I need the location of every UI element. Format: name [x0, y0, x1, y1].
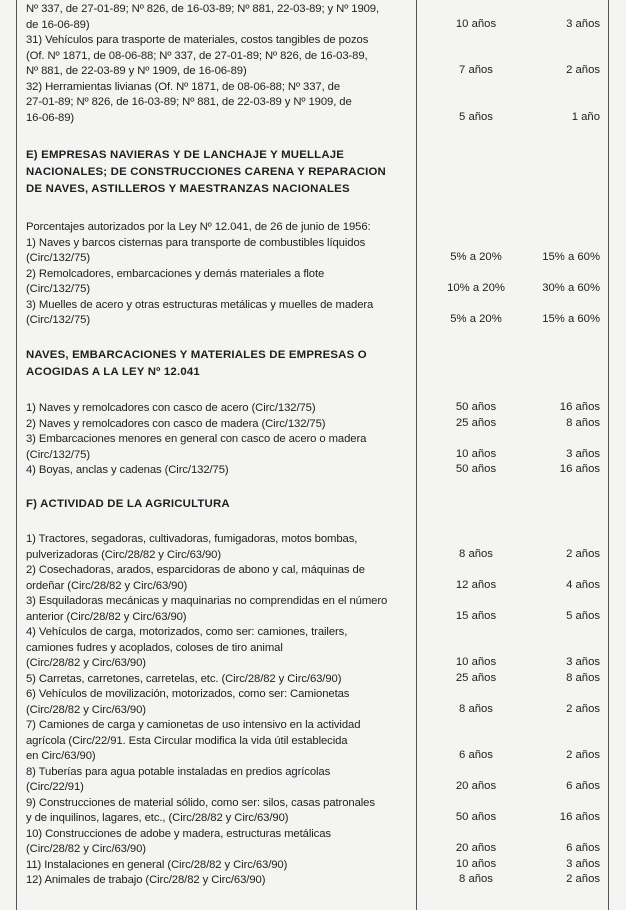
item-description [26, 796, 416, 827]
item-description [26, 532, 416, 563]
description-line: (Circ/132/75) [26, 314, 90, 326]
useful-life-accelerated: 16 años [559, 463, 600, 475]
item-description [26, 33, 416, 80]
useful-life-accelerated: 3 años [566, 17, 600, 30]
item-description [26, 298, 416, 329]
useful-life-accelerated: 2 años [566, 702, 600, 715]
useful-life-accelerated: 5 años [566, 609, 600, 622]
useful-life-normal: 10% a 20% [447, 282, 505, 294]
description-line: 2) Naves y remolcadores con casco de madera (Circ/132/75) [26, 417, 326, 430]
useful-life-accelerated: 15% a 60% [542, 313, 600, 325]
useful-life-normal: 5 años [459, 110, 493, 123]
description-line: y de inquilinos, lagares, etc., (Circ/28/82 y Circ/63/90) [26, 812, 289, 824]
useful-life-accelerated: 15% a 60% [542, 251, 600, 263]
useful-life-normal: 20 años [455, 842, 497, 854]
item-description [26, 267, 416, 298]
useful-life-normal: 10 años [455, 857, 497, 870]
description-line: 3) Esquiladoras mecánicas y maquinarias no comprendidas en el número [26, 595, 388, 607]
useful-life-normal: 20 años [455, 780, 497, 792]
description-line: 4) Vehículos de carga, motorizados, como ser: camiones, trailers, [26, 626, 348, 638]
table-border-right [608, 0, 609, 910]
description-line: 10) Construcciones de adobe y madera, estructuras metálicas [26, 827, 331, 840]
description-line: 6) Vehículos de movilización, motorizados, como ser: Camionetas [26, 688, 350, 700]
description-line: (Of. Nº 1871, de 08-06-88; Nº 337, de 27-01-89; Nº 826, de 16-03-89, [26, 49, 368, 62]
description-line: 3) Embarcaciones menores en general con casco de acero o madera [26, 433, 367, 445]
item-description [26, 80, 416, 127]
section-title-line: DE NAVES, ASTILLEROS Y MAESTRANZAS NACIONALES [26, 183, 350, 195]
useful-life-normal: 7 años [459, 64, 493, 76]
description-line: 2) Cosechadoras, arados, esparcidoras de abono y cal, máquinas de [26, 564, 365, 576]
item-description [26, 625, 416, 672]
description-line: 12) Animales de trabajo (Circ/28/82 y Circ/63/90) [26, 874, 266, 886]
useful-life-accelerated: 6 años [566, 780, 600, 792]
useful-life-accelerated: 3 años [566, 857, 600, 870]
useful-life-normal: 50 años [455, 463, 497, 475]
description-line: Nº 337, de 27-01-89; Nº 826, de 16-03-89; Nº 881, 22-03-89; y Nº 1909, [26, 3, 380, 15]
useful-life-normal: 5% a 20% [450, 251, 502, 263]
useful-life-accelerated: 16 años [559, 401, 600, 413]
description-line: camiones fudres y acoplados, coloses de tiro animal [26, 641, 283, 654]
useful-life-accelerated: 2 años [566, 64, 600, 76]
description-line: anterior (Circ/28/82 y Circ/63/90) [26, 610, 187, 623]
useful-life-accelerated: 6 años [566, 842, 600, 854]
section-title-line: E) EMPRESAS NAVIERAS Y DE LANCHAJE Y MUELLAJE [26, 149, 345, 161]
description-line: Nº 881, de 22-03-89 y Nº 1909, de 16-06-89) [26, 65, 247, 77]
description-line: (Circ/28/82 y Circ/63/90) [26, 657, 146, 669]
description-line: (Circ/132/75) [26, 283, 90, 295]
description-line: 11) Instalaciones en general (Circ/28/82 y Circ/63/90) [26, 858, 288, 871]
item-description [26, 463, 416, 479]
item-description [26, 563, 416, 594]
useful-life-normal: 8 años [459, 547, 493, 560]
description-line: 32) Herramientas livianas (Of. Nº 1871, de 08-06-88; Nº 337, de [26, 80, 341, 93]
description-line: 1) Naves y barcos cisternas para transporte de combustibles líquidos [26, 236, 366, 249]
description-line: 2) Remolcadores, embarcaciones y demás materiales a flote [26, 267, 325, 280]
description-line: en Circ/63/90) [26, 750, 96, 762]
useful-life-accelerated: 3 años [566, 656, 600, 668]
description-line: 8) Tuberías para agua potable instaladas en predios agrícolas [26, 765, 331, 778]
useful-life-accelerated: 3 años [566, 447, 600, 460]
useful-life-normal: 10 años [455, 656, 497, 668]
useful-life-normal: 50 años [455, 401, 497, 413]
description-line: agrícola (Circ/22/91. Esta Circular modifica la vida útil establecida [26, 734, 348, 747]
useful-life-accelerated: 1 año [571, 110, 600, 123]
section-title [26, 496, 416, 513]
description-line: 1) Naves y remolcadores con casco de acero (Circ/132/75) [26, 402, 316, 414]
useful-life-normal: 10 años [455, 17, 497, 30]
item-description [26, 687, 416, 718]
description-line: 1) Tractores, segadoras, cultivadoras, fumigadoras, motos bombas, [26, 533, 358, 545]
description-line: (Circ/132/75) [26, 252, 90, 264]
description-line: 7) Camiones de carga y camionetas de uso intensivo en la actividad [26, 719, 361, 731]
useful-life-normal: 8 años [459, 873, 493, 885]
item-description [26, 765, 416, 796]
description-line: 27-01-89; Nº 826, de 16-03-89; Nº 881, de 22-03-89 y Nº 1909, de [26, 96, 352, 108]
useful-life-normal: 8 años [459, 702, 493, 715]
description-line: ordeñar (Circ/28/82 y Circ/63/90) [26, 579, 188, 592]
item-description [26, 594, 416, 625]
item-description [26, 718, 416, 765]
item-description [26, 858, 416, 874]
useful-life-normal: 10 años [455, 447, 497, 460]
section-title-line: NAVES, EMBARCACIONES Y MATERIALES DE EMPRESAS O [26, 349, 367, 361]
description-line: 16-06-89) [26, 111, 75, 124]
item-description [26, 432, 416, 463]
description-line: 3) Muelles de acero y otras estructuras metálicas y muelles de madera [26, 298, 374, 311]
useful-life-accelerated: 2 años [566, 547, 600, 560]
useful-life-accelerated: 30% a 60% [542, 282, 600, 294]
section-title-line: F) ACTIVIDAD DE LA AGRICULTURA [26, 498, 230, 510]
useful-life-normal: 15 años [455, 609, 497, 622]
description-line: (Circ/28/82 y Circ/63/90) [26, 703, 146, 716]
item-description [26, 672, 416, 688]
useful-life-normal: 25 años [455, 671, 497, 684]
description-line: (Circ/132/75) [26, 448, 90, 461]
useful-life-normal: 12 años [455, 578, 497, 591]
description-line: 5) Carretas, carretones, carretelas, etc. (Circ/28/82 y Circ/63/90) [26, 672, 342, 685]
description-line: 4) Boyas, anclas y cadenas (Circ/132/75) [26, 464, 229, 476]
item-description [26, 417, 416, 433]
section-title [26, 147, 416, 198]
useful-life-accelerated: 2 años [566, 749, 600, 761]
useful-life-normal: 6 años [459, 749, 493, 761]
description-line: 9) Construcciones de material sólido, como ser: silos, casas patronales [26, 796, 375, 809]
item-description [26, 236, 416, 267]
section-title [26, 347, 416, 381]
item-description [26, 827, 416, 858]
useful-life-accelerated: 8 años [566, 671, 600, 684]
useful-life-normal: 5% a 20% [450, 313, 502, 325]
section-intro: Porcentajes autorizados por la Ley Nº 12.041, de 26 de junio de 1956: [26, 221, 371, 233]
item-description [26, 2, 416, 33]
useful-life-accelerated: 4 años [566, 578, 600, 591]
useful-life-accelerated: 8 años [566, 416, 600, 429]
description-line: 31) Vehículos para trasporte de materiales, costos tangibles de pozos [26, 34, 369, 46]
description-line: (Circ/22/91) [26, 781, 84, 793]
useful-life-normal: 50 años [455, 811, 497, 823]
item-description [26, 401, 416, 417]
section-title-line: NACIONALES; DE CONSTRUCCIONES CARENA Y REPARACION [26, 166, 386, 178]
table-border-left [16, 0, 17, 910]
description-line: pulverizadoras (Circ/28/82 y Circ/63/90) [26, 548, 222, 561]
useful-life-normal: 25 años [455, 416, 497, 429]
description-line: de 16-06-89) [26, 18, 90, 31]
section-title-line: ACOGIDAS A LA LEY Nº 12.041 [26, 366, 200, 378]
useful-life-accelerated: 2 años [566, 873, 600, 885]
item-description [26, 873, 416, 889]
description-line: (Circ/28/82 y Circ/63/90) [26, 843, 146, 855]
useful-life-accelerated: 16 años [559, 811, 600, 823]
